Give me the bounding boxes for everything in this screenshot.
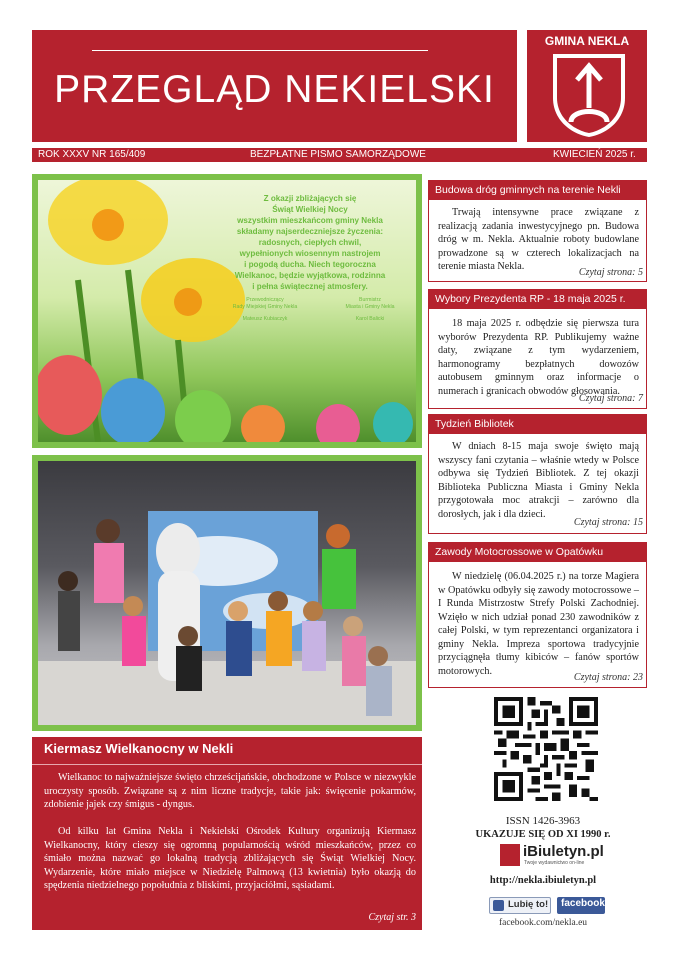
article-text-elections: 18 maja 2025 r. odbędzie się pierwsza tura wyborów Prezydenta RP. Publikujemy ważne daty, związane z tym wydarzeniem, harmonogramy bezpłatnych dowozów autobusem gminnym oraz informacje o numerach i granicach obwodów głosowania. — [438, 318, 639, 397]
thumbs-up-icon — [493, 900, 504, 911]
tagline: BEZPŁATNE PISMO SAMORZĄDOWE — [250, 149, 426, 160]
masthead-rule — [92, 50, 428, 51]
gmina-crest-icon — [551, 52, 627, 138]
greeting-line: Z okazji zbliżających się — [263, 194, 357, 203]
ibiuletyn-brand[interactable]: iBiuletyn.pl — [523, 843, 604, 860]
signer-role: Przewodniczący — [246, 297, 284, 303]
like-label: Lubię to! — [508, 899, 549, 910]
facebook-button[interactable] — [557, 897, 605, 914]
greeting-line: Wielkanoc, będzie wyjątkowa, rodzinna — [234, 271, 386, 280]
issue-date: KWIECIEŃ 2025 r. — [553, 149, 636, 160]
kids-with-easter-bunny-photo — [38, 461, 416, 725]
facebook-label: facebook — [561, 898, 605, 909]
issue-strip — [32, 148, 647, 162]
like-button[interactable] — [489, 897, 551, 914]
greeting-line: i pogodą ducha. Niech tegoroczna — [244, 260, 376, 269]
greeting-line: radosnych, ciepłych chwil, — [258, 238, 362, 247]
main-article-paragraph-2: Od kilku lat Gmina Nekla i Nekielski Ośrodek Kultury organizują Kiermasz Wielkanocny, który cieszy się ogromną popularnością wśród mieszkańców, przez co śmiało można nazwać go lokalną tradycją zbliżających się Świąt Wielkiej Nocy. Wydarzenie, które miało miejsce w Niedzielę Palmową (13 kwietnia) było okazją do spędzenia niedzielnego popołudnia z bliskimi, przyjaciółmi, sąsiadami. — [44, 826, 416, 892]
signer-role: Miasta i Gminy Nekla — [345, 304, 395, 310]
article-text-motocross: W niedzielę (06.04.2025 r.) na torze Magiera w Opatówku odbyły się zawody motocrossowe – I Runda Mistrzostw Strefy Polski Zachodniej. Wzięło w nich udział ponad 230 zawodników z całej Polski, w tym reprezentanci organizatora i gminy Nekla. Impreza sportowa tradycyjnie przyciągnęła tłumy kibiców – fanów sportów motorowych. — [438, 571, 639, 677]
article-header-roads: Budowa dróg gminnych na terenie Nekli — [428, 180, 647, 200]
signer-left — [220, 297, 310, 323]
newspaper-title: PRZEGLĄD NEKIELSKI — [54, 68, 495, 111]
main-article-paragraph-1: Wielkanoc to najważniejsze święto chrześcijańskie, obchodzone w Polsce w niezwykle uroczysty sposób. Związane są z nim liczne tradycje, takie jak: święcenie pokarmów, zdobienie jajek czy śmigus - dyngus. — [44, 772, 416, 811]
article-header-motocross: Zawody Motocrossowe w Opatówku — [428, 542, 647, 562]
bulletin-url[interactable]: http://nekla.ibiuletyn.pl — [489, 875, 597, 886]
main-article-title: Kiermasz Wielkanocny w Nekli — [44, 741, 234, 756]
article-header-libraries: Tydzień Bibliotek — [428, 414, 647, 434]
greeting-line: wypełnionych wiosennym nastrojem — [239, 249, 381, 258]
article-ref-roads[interactable]: Czytaj strona: 5 — [578, 267, 643, 278]
facebook-url[interactable]: facebook.com/nekla.eu — [498, 918, 588, 928]
article-ref-motocross[interactable]: Czytaj strona: 23 — [573, 672, 643, 683]
signer-role: Rady Miejskiej Gminy Nekla — [232, 304, 298, 310]
article-text-libraries: W dniach 8-15 maja swoje święto mają wszyscy fani czytania – właśnie wtedy w Polsce odbywa się Tydzień Bibliotek. Z tej okazji Biblioteka Publiczna Miasta i Gminy Nekla przygotowała moc atrakcji – zarówno dla dorosłych, jak i dla dzieci. — [438, 441, 639, 520]
greeting-line: składamy najserdeczniejsze życzenia: — [236, 227, 384, 236]
article-ref-libraries[interactable]: Czytaj strona: 15 — [573, 517, 643, 528]
greeting-line: i pełna świątecznej atmosfery. — [252, 282, 368, 291]
signer-name: Karol Balicki — [355, 316, 385, 322]
issue-number: ROK XXXV NR 165/409 — [38, 149, 146, 160]
signer-name: Mateusz Kubiaczyk — [242, 316, 288, 322]
issn: ISSN 1426-3963 — [505, 815, 581, 827]
ibiuletyn-subtitle: Twoje wydawnictwo on-line — [524, 860, 585, 866]
easter-greeting — [212, 193, 408, 292]
ibiuletyn-logo-icon — [500, 844, 520, 866]
qr-code-icon[interactable] — [494, 697, 598, 801]
signer-role: Burmistrz — [359, 297, 381, 303]
signer-right — [330, 297, 410, 323]
gmina-label: GMINA NEKLA — [544, 34, 630, 48]
article-ref-elections[interactable]: Czytaj strona: 7 — [578, 393, 643, 404]
main-article-ref[interactable]: Czytaj str. 3 — [368, 912, 416, 923]
article-header-elections: Wybory Prezydenta RP - 18 maja 2025 r. — [428, 289, 647, 309]
greeting-line: Świąt Wielkiej Nocy — [272, 205, 348, 214]
greeting-line: wszystkim mieszkańcom gminy Nekla — [237, 216, 383, 225]
published-since: UKAZUJE SIĘ OD XI 1990 r. — [475, 829, 611, 840]
article-text-roads: Trwają intensywne prace związane z realizacją zadania inwestycyjnego pn. Budowa dróg w m. Nekla. Aktualnie roboty budowlane prowadzone są w czterech lokalizacjach na terenie miasta Nekla. — [438, 207, 639, 272]
group-photo — [38, 461, 416, 725]
main-article-rule — [32, 764, 422, 765]
